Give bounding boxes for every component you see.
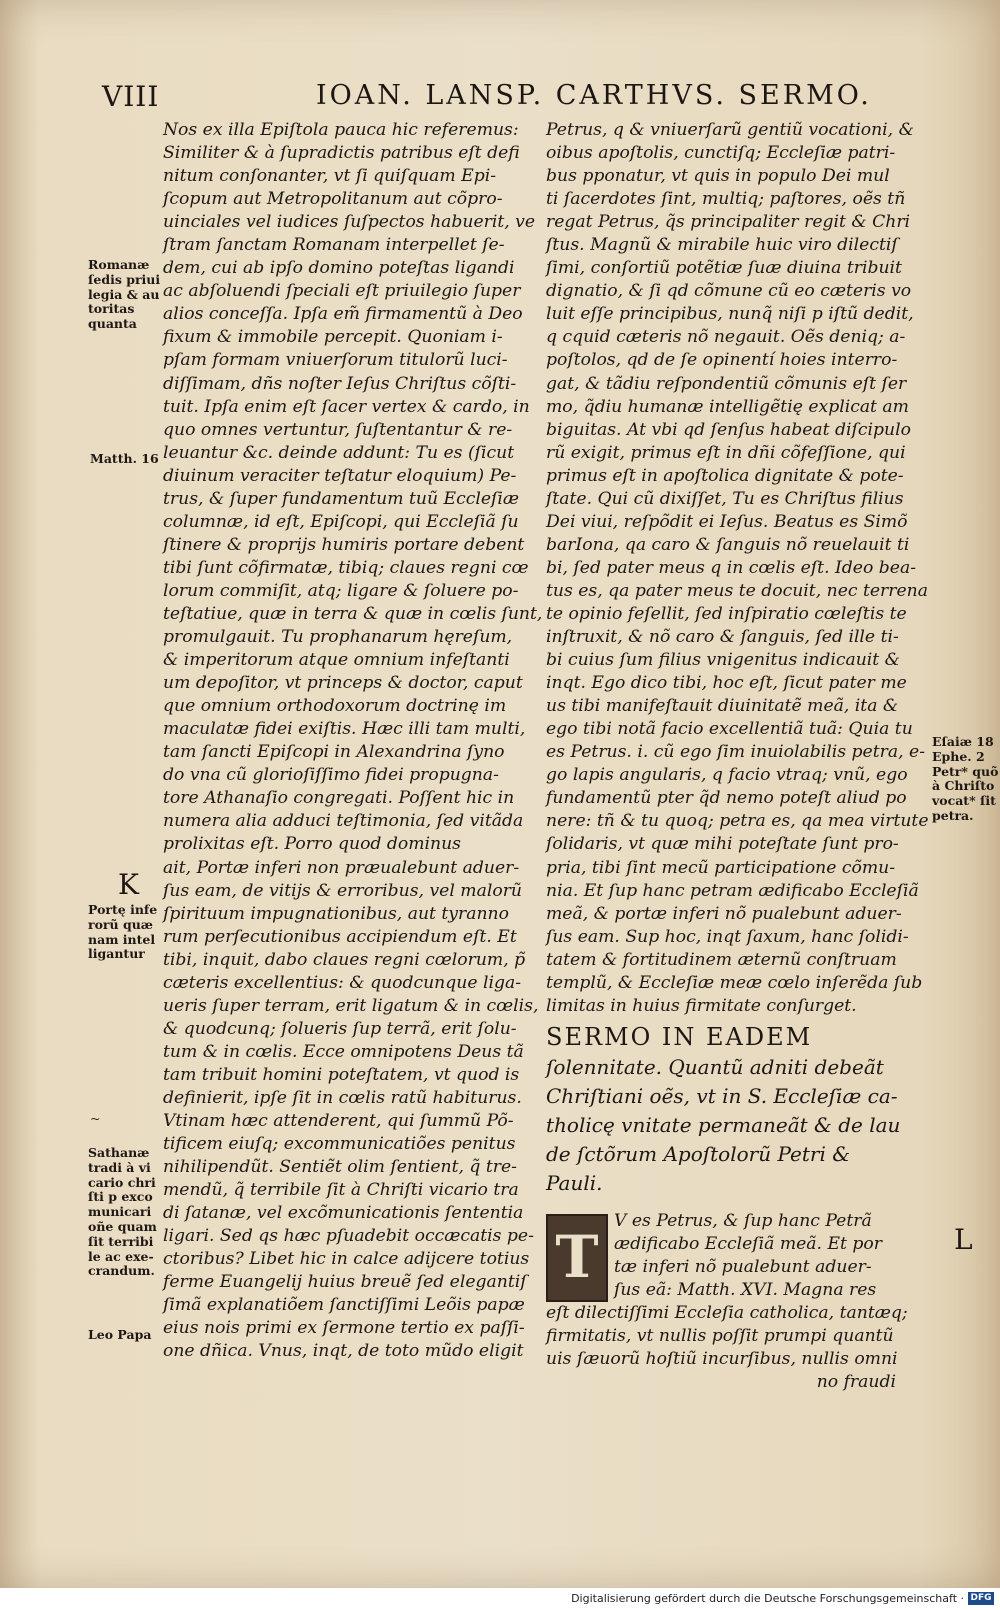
text-line: que omnium orthodoxorum doctrinę im xyxy=(163,696,507,717)
text-line: leuantur &c. deinde addunt: Tu es (ſicut xyxy=(163,442,515,463)
text-line: columnæ, id eſt, Epiſcopi, qui Eccleſiã ſu xyxy=(163,511,519,532)
margin-line: ſedis priui xyxy=(88,271,161,287)
margin-line: vocat* ſit xyxy=(932,793,996,809)
text-line: ti ſacerdotes ſint, multiq; paſtores, oẽs tñ xyxy=(546,189,906,210)
page-header xyxy=(0,80,1000,120)
margin-line: municari xyxy=(88,1204,152,1220)
margin-line: rorũ quæ xyxy=(88,916,153,932)
marginal-note-romanae xyxy=(88,258,160,332)
initial-letter: T xyxy=(555,1223,599,1292)
text-line: ſimã explanatiõem ſanctiſſimi Leõis papæ xyxy=(163,1295,525,1316)
text-line: lorum commiſit, atq; ligare & ſoluere po- xyxy=(163,580,519,601)
text-line: ctoribus? Libet hic in calce adijcere totius xyxy=(163,1249,530,1270)
right-text-column xyxy=(546,119,929,1394)
text-line: meã, & portæ inferi nõ pualebunt aduer- xyxy=(546,903,902,924)
text-line: ſcopum aut Metropolitanum aut cõpro- xyxy=(163,189,503,210)
text-line: tam ſancti Epiſcopi in Alexandrina ſyno xyxy=(163,742,505,763)
text-line: cæteris excellentius: & quodcunque liga- xyxy=(163,972,522,993)
text-line: rũ exigit, primus eſt in dñi cõfeſſione, qui xyxy=(546,442,906,463)
text-line: teſtatiue, quæ in terra & quæ in cœlis ſunt, xyxy=(163,603,543,624)
margin-line: nam intel xyxy=(88,931,156,947)
text-line: pſam formam vniuerſorum titulorũ luci- xyxy=(163,350,508,371)
margin-line: Leo Papa xyxy=(88,1327,152,1342)
folio-number: VIII xyxy=(102,80,160,113)
margin-line: quanta xyxy=(88,316,137,332)
margin-line: ſti p exco xyxy=(88,1189,153,1205)
text-line: um depoſitor, vt princeps & doctor, caput xyxy=(163,673,523,694)
text-line: firmitatis, vt nullis poſſit prumpi quantũ xyxy=(546,1326,894,1347)
text-line: dem, cui ab ipſo domino poteſtas ligandi xyxy=(163,258,515,279)
text-line: fixum & immobile percepit. Quoniam i- xyxy=(163,327,503,348)
text-line: diuinum veraciter teſtatur eloquium) Pe- xyxy=(163,465,517,486)
margin-line: petra. xyxy=(932,807,974,823)
margin-line: ligantur xyxy=(88,946,145,962)
text-line: ædificabo Eccleſiã meã. Et por xyxy=(614,1233,882,1254)
dfg-logo: DFG xyxy=(968,1592,994,1605)
text-line: oibus apoſtolis, cunctiſq; Eccleſiæ patri- xyxy=(546,143,896,164)
text-line: nere: tñ & tu quoq; petra es, qa mea virtute xyxy=(546,811,929,832)
text-line: mo, q̃diu humanæ intelligẽtię explicat am xyxy=(546,396,909,417)
text-line: bi, ſed pater meus q in cœlis eſt. Ideo bea- xyxy=(546,557,917,578)
margin-line: Sathanæ xyxy=(88,1145,150,1160)
margin-line: Portę infe xyxy=(88,902,158,917)
text-line: bi cuius ſum filius vnigenitus indicauit & xyxy=(546,650,900,671)
text-line: ſtate. Qui cũ dixiſſet, Tu es Chriſtus filius xyxy=(546,488,904,509)
decorated-initial xyxy=(546,1214,608,1302)
text-line: es Petrus. i. cũ ego ſim inuiolabilis petra, e- xyxy=(546,742,925,763)
initial-paragraph xyxy=(546,1210,906,1371)
text-line: pria, tibi ſint mecũ participatione cõmu- xyxy=(546,857,896,878)
heading-line: SERMO IN EADEM xyxy=(546,1022,813,1051)
text-line: & quodcunq; ſolueris ſup terrã, erit ſolu- xyxy=(163,1018,517,1039)
text-line: ſus eam, de vitijs & erroribus, vel malorũ xyxy=(163,880,522,901)
margin-line: Romanæ xyxy=(88,257,150,272)
margin-line: Matth. 16 xyxy=(90,451,159,466)
text-line: de ſctõrum Apoſtolorũ Petri & xyxy=(546,1141,850,1166)
text-line: biguitas. At vbi qd ſenſus habeat diſcipulo xyxy=(546,419,911,440)
text-line: Chriſtiani oẽs, vt in S. Eccleſiæ ca- xyxy=(546,1083,898,1108)
text-line: tuit. Ipſa enim eſt ſacer vertex & cardo, in xyxy=(163,396,530,417)
text-line: luit eſſe principibus, nunq̃ niſi p iſtũ dedit, xyxy=(546,304,914,325)
text-line: Nos ex illa Epiſtola pauca hic referemus: xyxy=(163,120,519,140)
margin-line: à Chriſto xyxy=(932,778,995,794)
running-title: IOAN. LANSP. CARTHVS. SERMO. xyxy=(316,80,872,111)
text-line: maculatæ fidei exiſtis. Hæc illi tam multi, xyxy=(163,719,526,740)
margin-line: ſit terribi xyxy=(88,1233,154,1249)
text-line: promulgauit. Tu prophanarum hęreſum, xyxy=(163,627,513,648)
text-line: dignatio, & ſi qd cõmune cũ eo cæteris vo xyxy=(546,281,912,302)
text-line: uis ſæuorũ hoſtiũ incurſibus, nullis omni xyxy=(546,1349,898,1370)
margin-line: toritas xyxy=(88,301,135,317)
text-line: bus pponatur, vt quis in populo Dei mul xyxy=(546,166,890,187)
text-line: go lapis angularis, q facio vtraq; vnũ, ego xyxy=(546,765,908,786)
left-text-column xyxy=(163,119,543,1364)
margin-line: Ephe. 2 xyxy=(932,748,985,764)
marginal-note-portae xyxy=(88,903,157,962)
text-line: templũ, & Eccleſiæ meæ cœlo inſerẽda ſub xyxy=(546,972,923,993)
text-line: definierit, ipſe ſit in cœlis ratũ habiturus. xyxy=(163,1087,522,1108)
margin-line: oñe quam xyxy=(88,1218,157,1234)
catchword: no fraudi xyxy=(816,1372,896,1393)
text-line: diſſimam, dñs noſter Ieſus Chriſtus cõſti- xyxy=(163,373,517,394)
text-line: regat Petrus, q̃s principaliter regit & Chri xyxy=(546,212,911,233)
marginal-note-leo xyxy=(88,1328,151,1343)
text-line: tibi, inquit, dabo claues regni cœlorum, p̃ xyxy=(163,949,526,970)
sermon-subheading xyxy=(546,1053,906,1198)
text-line: te opinio feſellit, ſed inſpiratio cœleſtis te xyxy=(546,603,907,624)
text-line: ſolennitate. Quantũ adniti debeãt xyxy=(546,1054,884,1079)
text-line: tam tribuit homini poteſtatem, vt quod is xyxy=(163,1064,520,1085)
text-line: one dñica. Vnus, inqt, de toto mũdo eligit xyxy=(163,1341,524,1362)
text-line: ſtinere & proprijs humiris portare debent xyxy=(163,534,525,555)
text-line: ait, Portæ inferi non præualebunt aduer- xyxy=(163,857,520,878)
text-line: ueris ſuper terram, erit ligatum & in cœlis, xyxy=(163,995,539,1016)
text-line: numera alia adduci teſtimonia, ſed vitãda xyxy=(163,811,524,832)
text-line: Petrus, q & vniuerſarũ gentiũ vocationi, & xyxy=(546,120,914,140)
margin-line: legia & au xyxy=(88,286,160,302)
text-line: ac abſoluendi ſpeciali eſt priuilegio ſuper xyxy=(163,281,521,302)
text-line: & imperitorum atque omnium infeſtanti xyxy=(163,650,510,671)
text-line: ſolidaris, vt quæ mihi poteſtate ſunt pro- xyxy=(546,834,899,855)
marginal-mark: ~ xyxy=(90,1111,101,1126)
funding-notice: Digitalisierung gefördert durch die Deutsche Forschungsgemeinschaft · xyxy=(571,1592,964,1605)
text-line: tum & in cœlis. Ecce omnipotens Deus tã xyxy=(163,1041,524,1062)
text-line: alios conceſſa. Ipſa em̃ firmamentũ à Deo xyxy=(163,304,523,325)
text-line: poſtolos, qd de ſe opinentí hoies interro- xyxy=(546,350,898,371)
margin-line: Eſaiæ 18 xyxy=(932,734,994,749)
text-line: limitas in huius firmitate conſurget. xyxy=(546,995,857,1016)
text-line: rum perſecutionibus accipiendum eſt. Et xyxy=(163,926,517,947)
text-line: q cquid cæteris nõ negauit. Oẽs deniq; a- xyxy=(546,327,906,348)
text-line: nitum conſonanter, vt ſi quiſquam Epi- xyxy=(163,166,497,187)
text-line: nihilipendũt. Sentiẽt olim ſentient, q̃ tre- xyxy=(163,1157,517,1178)
text-line: ſus eã: Matth. XVI. Magna res xyxy=(614,1279,877,1300)
margin-line: cario chri xyxy=(88,1174,156,1190)
text-line: trus, & ſuper fundamentum tuũ Eccleſiæ xyxy=(163,488,520,509)
text-line: tificem eiuſq; excommunicatiões penitus xyxy=(163,1134,516,1155)
text-line: ego tibi notã facio excellentiã tuã: Quia tu xyxy=(546,719,913,740)
text-line: Dei viui, reſpõdit ei Ieſus. Beatus es Simõ xyxy=(546,511,908,532)
text-line: tus es, qa pater meus te docuit, nec terrena xyxy=(546,580,928,601)
digitization-footer xyxy=(0,1588,1000,1610)
sermon-heading xyxy=(546,1022,906,1053)
text-line: V es Petrus, & ſup hanc Petrã xyxy=(614,1210,872,1231)
text-line: ſimi, conſortiũ potẽtiæ ſuæ diuina tribuit xyxy=(546,258,902,279)
text-line: gat, & tãdiu reſpondentiũ cõmunis eſt ſer xyxy=(546,373,907,394)
text-line: prolixitas eſt. Porro quod dominus xyxy=(163,834,462,855)
text-line: ligari. Sed qs hæc pſuadebit occæcatis pe- xyxy=(163,1226,534,1247)
text-line: quo omnes vertuntur, ſuſtentantur & re- xyxy=(163,419,513,440)
margin-line: le ac exe- xyxy=(88,1248,154,1264)
marginal-note-matth xyxy=(90,452,159,467)
text-line: Pauli. xyxy=(546,1170,603,1195)
text-line: mendũ, q̃ terribile ſit à Chriſti vicario tra xyxy=(163,1180,519,1201)
text-line: do vna cũ glorioſiſſimo fidei propugna- xyxy=(163,765,499,786)
text-line: barIona, qa caro & ſanguis nõ reuelauit ti xyxy=(546,534,910,555)
text-line: nia. Et ſup hanc petram ædificabo Eccleſiã xyxy=(546,880,919,901)
marginal-note-esaiae xyxy=(932,735,998,824)
text-line: Similiter & à ſupradictis patribus eſt defi xyxy=(163,143,520,164)
text-line: di ſatanæ, vel excõmunicationis ſententia xyxy=(163,1203,524,1224)
right-column-body xyxy=(546,119,929,1018)
marginal-note-sathanae xyxy=(88,1146,157,1279)
text-line: inſtruxit, & nõ caro & ſanguis, ſed ille ti- xyxy=(546,627,899,648)
marginal-letter-l: L xyxy=(954,1223,973,1256)
text-line: tibi ſunt cõfirmatæ, tibiq; claues regni cœ xyxy=(163,557,529,578)
text-line: inqt. Ego dico tibi, hoc eſt, ſicut pater me xyxy=(546,673,907,694)
marginal-letter-k: K xyxy=(118,868,139,901)
text-line: uinciales vel iudices ſuſpectos habuerit, ve xyxy=(163,212,536,233)
text-line: eius nois primi ex ſermone tertio ex paſſi- xyxy=(163,1318,525,1339)
margin-line: tradi à vi xyxy=(88,1159,151,1175)
text-line: ſus eam. Sup hoc, inqt ſaxum, hanc ſolidi- xyxy=(546,926,909,947)
text-line: us tibi manifeſtauit diuinitatẽ meã, ita & xyxy=(546,696,899,717)
text-line: eſt dilectiſſimi Eccleſia catholica, tantæq; xyxy=(546,1303,908,1324)
text-line: tæ inferi nõ pualebunt aduer- xyxy=(614,1256,872,1277)
text-line: fundamentũ pter q̃d nemo poteſt aliud po xyxy=(546,788,907,809)
text-line: tholicę vnitate permaneãt & de lau xyxy=(546,1112,901,1137)
margin-line: crandum. xyxy=(88,1263,155,1279)
text-line: ſtram ſanctam Romanam interpellet ſe- xyxy=(163,235,505,256)
text-line: ſtus. Magnũ & mirabile huic viro dilectiſ xyxy=(546,235,898,256)
text-line: ſpirituum impugnationibus, aut tyranno xyxy=(163,903,509,924)
margin-line: Petr* quõ xyxy=(932,763,999,779)
text-line: primus eſt in apoſtolica dignitate & pote- xyxy=(546,465,904,486)
text-line: Vtinam hæc attenderent, qui ſummũ Põ- xyxy=(163,1111,514,1132)
text-line: tore Athanaſio congregati. Poſſent hic in xyxy=(163,788,515,809)
text-line: tatem & fortitudinem æternũ conſtruam xyxy=(546,949,897,970)
text-line: ferme Euangelij huius breuẽ ſed elegantiſ xyxy=(163,1272,527,1293)
